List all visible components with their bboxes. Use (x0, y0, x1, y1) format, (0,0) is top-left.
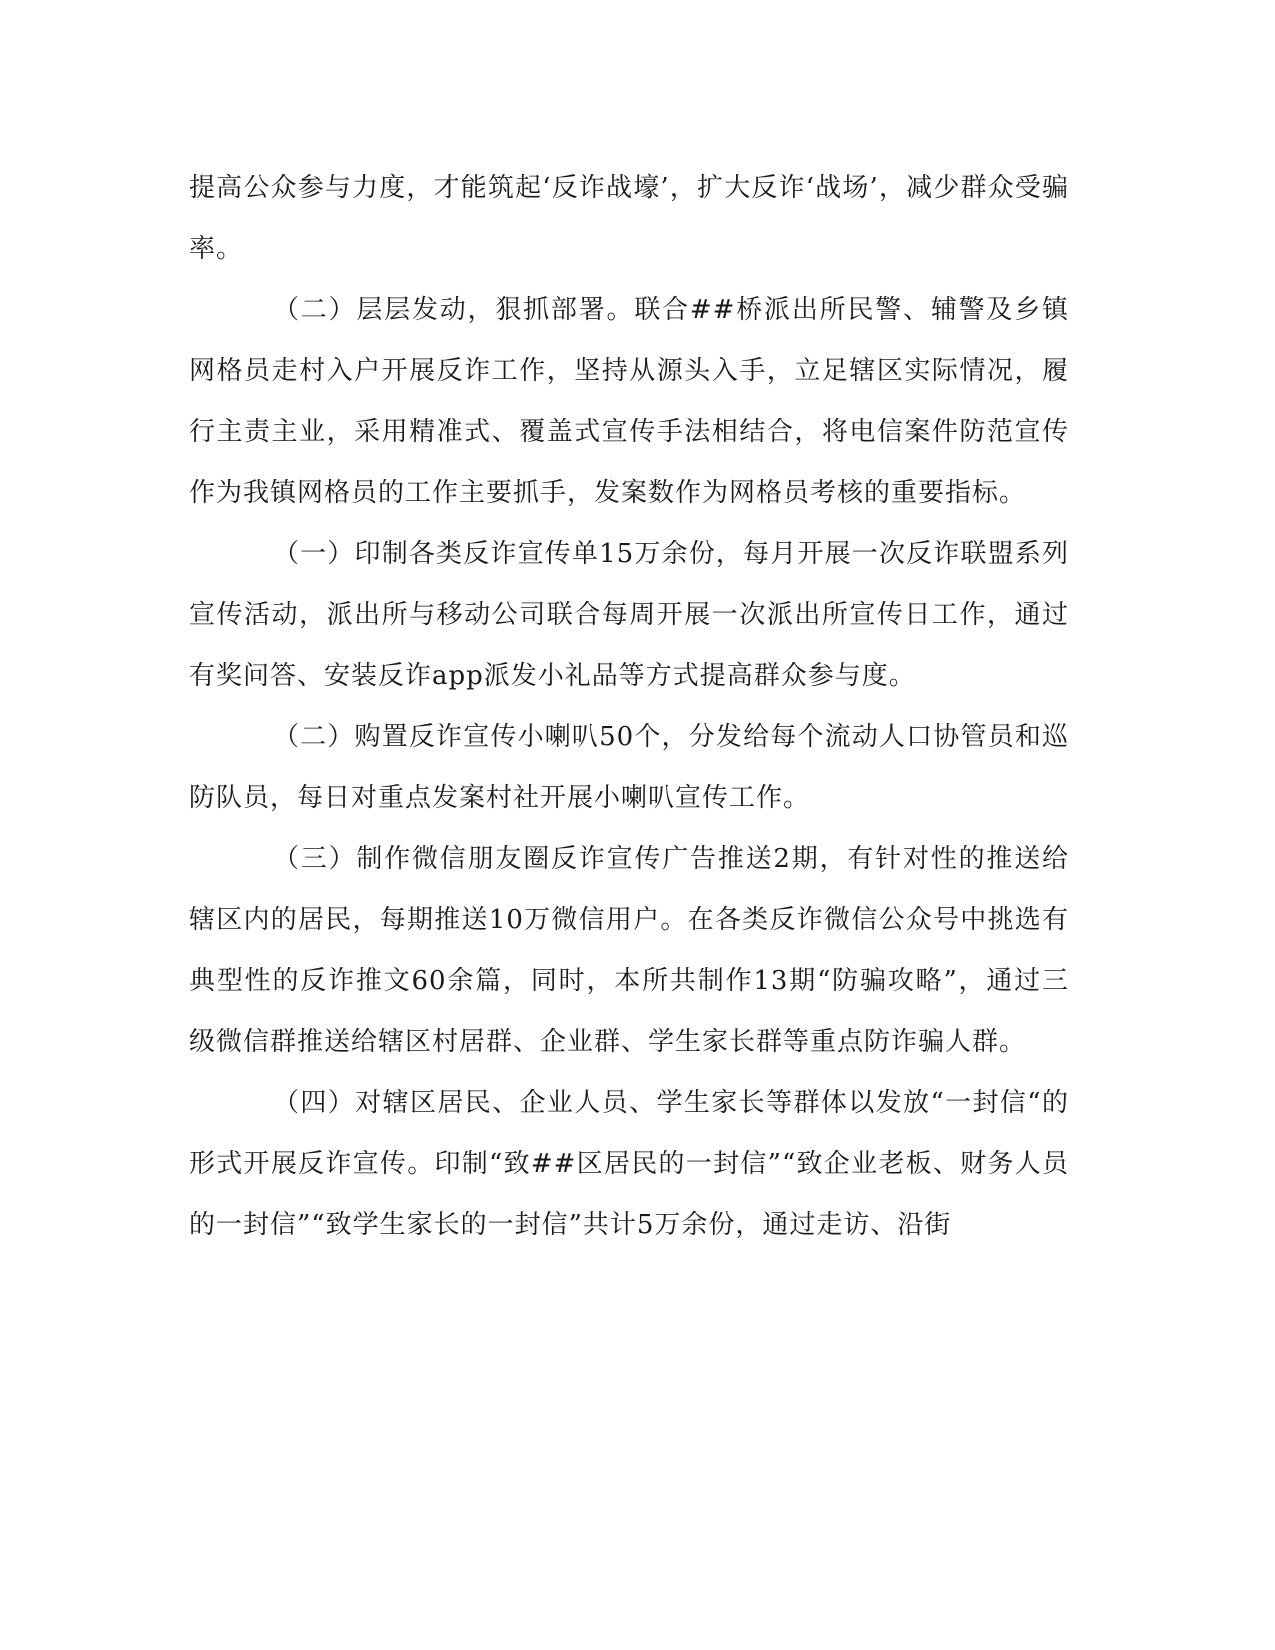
paragraph-4: （二）购置反诈宣传小喇叭50个，分发给每个流动人口协管员和巡防队员，每日对重点发案村社开展小喇叭宣传工作。 (189, 722, 1069, 813)
paragraph-1: 提高公众参与力度，才能筑起‘反诈战壕’，扩大反诈‘战场’，减少群众受骗率。 (189, 173, 1069, 264)
paragraph-6: （四）对辖区居民、企业人员、学生家长等群体以发放“一封信“的形式开展反诈宣传。印制“致##区居民的一封信”“致企业老板、财务人员的一封信”“致学生家长的一封信”共计5万余份，通过走访、沿街 (189, 1088, 1069, 1240)
paragraph-3: （一）印制各类反诈宣传单15万余份，每月开展一次反诈联盟系列宣传活动，派出所与移动公司联合每周开展一次派出所宣传日工作，通过有奖问答、安装反诈app派发小礼品等方式提高群众参与度。 (189, 539, 1069, 691)
paragraph-5: （三）制作微信朋友圈反诈宣传广告推送2期，有针对性的推送给辖区内的居民，每期推送10万微信用户。在各类反诈微信公众号中挑选有典型性的反诈推文60余篇，同时，本所共制作13期“防骗攻略”，通过三级微信群推送给辖区村居群、企业群、学生家长群等重点防诈骗人群。 (189, 844, 1069, 1057)
paragraph-2: （二）层层发动，狠抓部署。联合##桥派出所民警、辅警及乡镇网格员走村入户开展反诈工作，坚持从源头入手，立足辖区实际情况，履行主责主业，采用精准式、覆盖式宣传手法相结合，将电信案件防范宣传作为我镇网格员的工作主要抓手，发案数作为网格员考核的重要指标。 (189, 295, 1069, 508)
document-body (189, 158, 1069, 1256)
